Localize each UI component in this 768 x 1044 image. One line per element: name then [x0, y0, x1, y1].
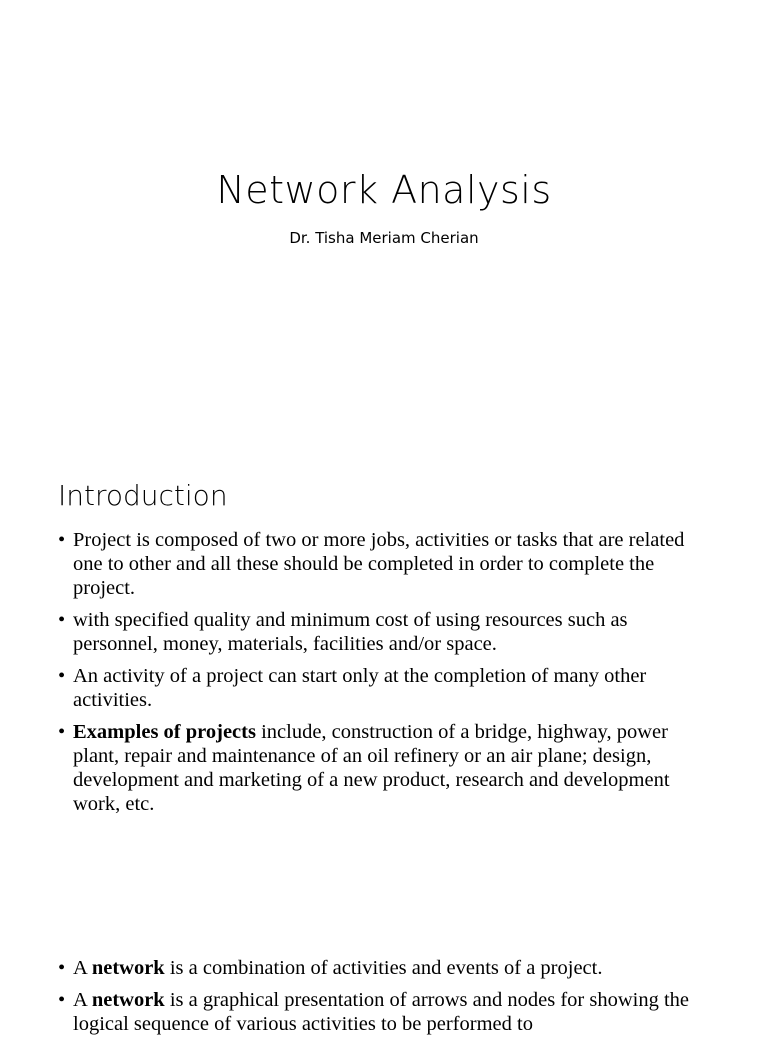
bullet-item — [58, 608, 708, 656]
bullet-text-prefix: A — [73, 957, 92, 979]
bullet-text-prefix: A — [73, 989, 92, 1011]
slide-subtitle-author: Dr. Tisha Meriam Cherian — [289, 229, 479, 247]
bullet-text: Project is composed of two or more jobs, activities or tasks that are related one to other and all these should be completed in order to complete the project. — [73, 529, 685, 599]
network-bullet-list — [58, 956, 708, 1044]
bullet-item — [58, 720, 708, 816]
bullet-bold-term: Examples of projects — [73, 721, 256, 743]
bullet-bold-term: network — [91, 957, 165, 979]
introduction-bullet-list — [58, 528, 708, 824]
section-heading-introduction: Introduction — [58, 479, 228, 512]
bullet-text: An activity of a project can start only at the completion of many other activities. — [73, 665, 647, 711]
bullet-text: with specified quality and minimum cost of using resources such as personnel, money, materials, facilities and/or space. — [73, 609, 628, 655]
bullet-bold-term: network — [91, 989, 165, 1011]
slide-title: Network Analysis — [216, 168, 552, 212]
bullet-item — [58, 528, 708, 600]
bullet-item — [58, 988, 708, 1036]
bullet-item — [58, 664, 708, 712]
bullet-text: include, construction of a bridge, highway, power plant, repair and maintenance of an oil refinery or an air plane; design, development and marketing of a new product, research and development work, etc. — [73, 721, 670, 815]
bullet-text: is a graphical presentation of arrows and nodes for showing the logical sequence of various activities to be performed to — [73, 989, 690, 1035]
bullet-item — [58, 956, 708, 980]
bullet-text: is a combination of activities and events of a project. — [164, 957, 603, 979]
